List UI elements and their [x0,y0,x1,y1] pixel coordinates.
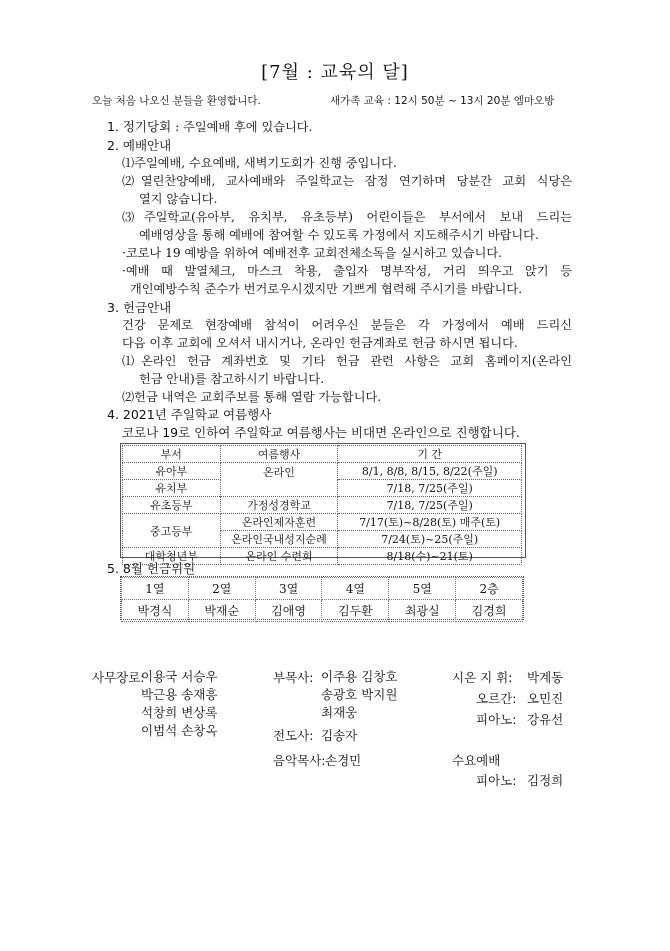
elder-list [141,668,217,740]
worship-item-3a: ⑶주일학교(유아부, 유치부, 유초등부) 어린이들은 부서에서 보내 드리는 [122,210,572,224]
section-2-heading: 2. 예배안내 [107,138,172,153]
offering-item-2: ⑵헌금 내역은 교회주보를 통해 열람 가능합니다. [122,390,382,404]
conductor-name: 박계동 [527,670,564,685]
associate-pastor-label: 부목사: [273,670,314,685]
table-row [123,463,522,480]
music-pastor-name: 손경민 [325,753,362,768]
table-header: 2열 [188,578,255,600]
section-3-body [122,316,572,406]
conductor-label: 시온 지 휘: [452,670,513,685]
offering-committee-frame [120,576,524,620]
organ-label: 오르간: [476,691,517,706]
worship-bullet-1: ·코로나 19 예방을 위하여 예배전후 교회전체소독을 실시하고 있습니다. [122,246,503,260]
section-2-body [122,154,572,298]
table-header: 2층 [456,578,523,600]
offering-item-1b: 헌금 안내)를 참고하시기 바랍니다. [139,372,325,386]
table-cell: 박경식 [122,600,189,622]
table-cell: 8/1, 8/8, 8/15, 8/22(주일) [338,463,522,480]
table-row [123,497,522,514]
table-row [122,600,523,622]
wednesday-service-label: 수요예배 [452,753,501,768]
table-cell: 8/18(수)~21(토) [338,548,522,565]
section-3-heading: 3. 헌금안내 [107,300,172,315]
table-cell: 7/17(토)~8/28(토) 매주(토) [338,514,522,531]
table-cell: 유초등부 [123,497,221,514]
table-cell: 유치부 [123,480,221,497]
elder-names: 이범석 손창옥 [141,723,218,738]
table-header: 기 간 [338,446,522,463]
elder-names: 박근용 송재흥 [141,687,218,702]
table-cell: 김애영 [255,600,322,622]
pastor-names: 송광호 박지원 [321,687,398,702]
table-row [123,514,522,531]
table-header: 여름행사 [220,446,338,463]
table-header-row [123,446,522,463]
wednesday-piano-label: 피아노: [476,773,517,788]
worship-bullet-2a: ·예배 때 발열체크, 마스크 착용, 출입자 명부작성, 거리 띄우고 앉기 등 [122,264,572,278]
worship-item-2b: 열지 않습니다. [139,192,218,206]
table-cell: 박재순 [188,600,255,622]
table-cell: 7/18, 7/25(주일) [338,480,522,497]
worship-item-3b: 예배영상을 통해 예배에 참여할 수 있도록 가정에서 지도해주시기 바랍니다. [139,228,539,242]
table-header: 3열 [255,578,322,600]
worship-bullet-2b: 개인예방수칙 준수가 번거로우시겠지만 기쁘게 협력해 주시기를 바랍니다. [130,282,523,296]
table-header: 5열 [389,578,456,600]
evangelist-name: 김송자 [321,728,358,743]
table-header: 4열 [322,578,389,600]
elder-names: 석창희 변상록 [141,705,218,720]
table-cell: 김두환 [322,600,389,622]
piano-label: 피아노: [476,712,517,727]
table-cell: 김경희 [456,600,523,622]
table-header: 부서 [123,446,221,463]
section-4-heading: 4. 2021년 주일학교 여름행사 [107,407,272,422]
table-cell: 중고등부 [123,514,221,548]
table-cell: 온라인국내성지순례 [220,531,338,548]
table-cell: 최광실 [389,600,456,622]
table-cell: 온라인제자훈련 [220,514,338,531]
table-cell: 가정성경학교 [220,497,338,514]
pastor-names: 이주용 김창호 [321,669,398,684]
offering-item-1a: ⑴온라인 헌금 계좌번호 및 기타 헌금 관련 사항은 교회 홈페이지(온라인 [122,354,572,368]
table-cell: 7/24(토)~25(주일) [338,531,522,548]
table-cell: 7/18, 7/25(주일) [338,497,522,514]
table-header: 1열 [122,578,189,600]
worship-item-1: ⑴주일예배, 수요예배, 새벽기도회가 진행 중입니다. [122,156,397,170]
section-1 [107,118,312,136]
evangelist-label: 전도사: [273,728,314,743]
page-title: [7월 : 교육의 달] [261,62,409,83]
offering-para-2: 다음 이후 교회에 오셔서 내시거나, 온라인 헌금계좌로 헌금 하시면 됩니다. [122,336,518,350]
section-5-heading: 5. 8월 헌금위원 [107,561,196,576]
wednesday-piano-name: 김정희 [527,773,564,788]
piano-name: 강유선 [527,712,564,727]
section-4-subtitle: 코로나 19로 인하여 주일학교 여름행사는 비대면 온라인으로 진행합니다. [122,425,520,440]
table-cell: 온라인 수련회 [220,548,338,565]
music-pastor-label: 음악목사: [273,753,326,768]
section-1-heading: 1. 정기당회 [107,119,172,134]
worship-item-2a: ⑵열린찬양예배, 교사예배와 주일학교는 잠정 연기하며 당분간 교회 식당은 [122,174,572,188]
welcome-text: 오늘 처음 나오신 분들을 환영합니다. [92,95,261,107]
offering-para-1: 건강 문제로 현장예배 참석이 어려우신 분들은 각 가정에서 예배 드리신 [122,318,572,332]
table-cell: 대학청년부 [123,548,221,565]
table-cell: 온라인 [220,463,338,497]
offering-committee-table [121,577,523,622]
associate-pastor-list [321,668,397,722]
elder-names: 이용국 서승우 [141,669,218,684]
section-1-text: : 주일예배 후에 있습니다. [171,120,313,134]
pastor-names: 최재웅 [321,705,358,720]
elder-label: 사무장로: [92,670,145,685]
table-row [122,578,523,600]
table-cell: 유아부 [123,463,221,480]
organ-name: 오민진 [527,691,564,706]
newfamily-education: 새가족 교육 : 12시 50분 ~ 13시 20분 엠마오방 [330,95,555,107]
summer-events-table [122,445,522,565]
